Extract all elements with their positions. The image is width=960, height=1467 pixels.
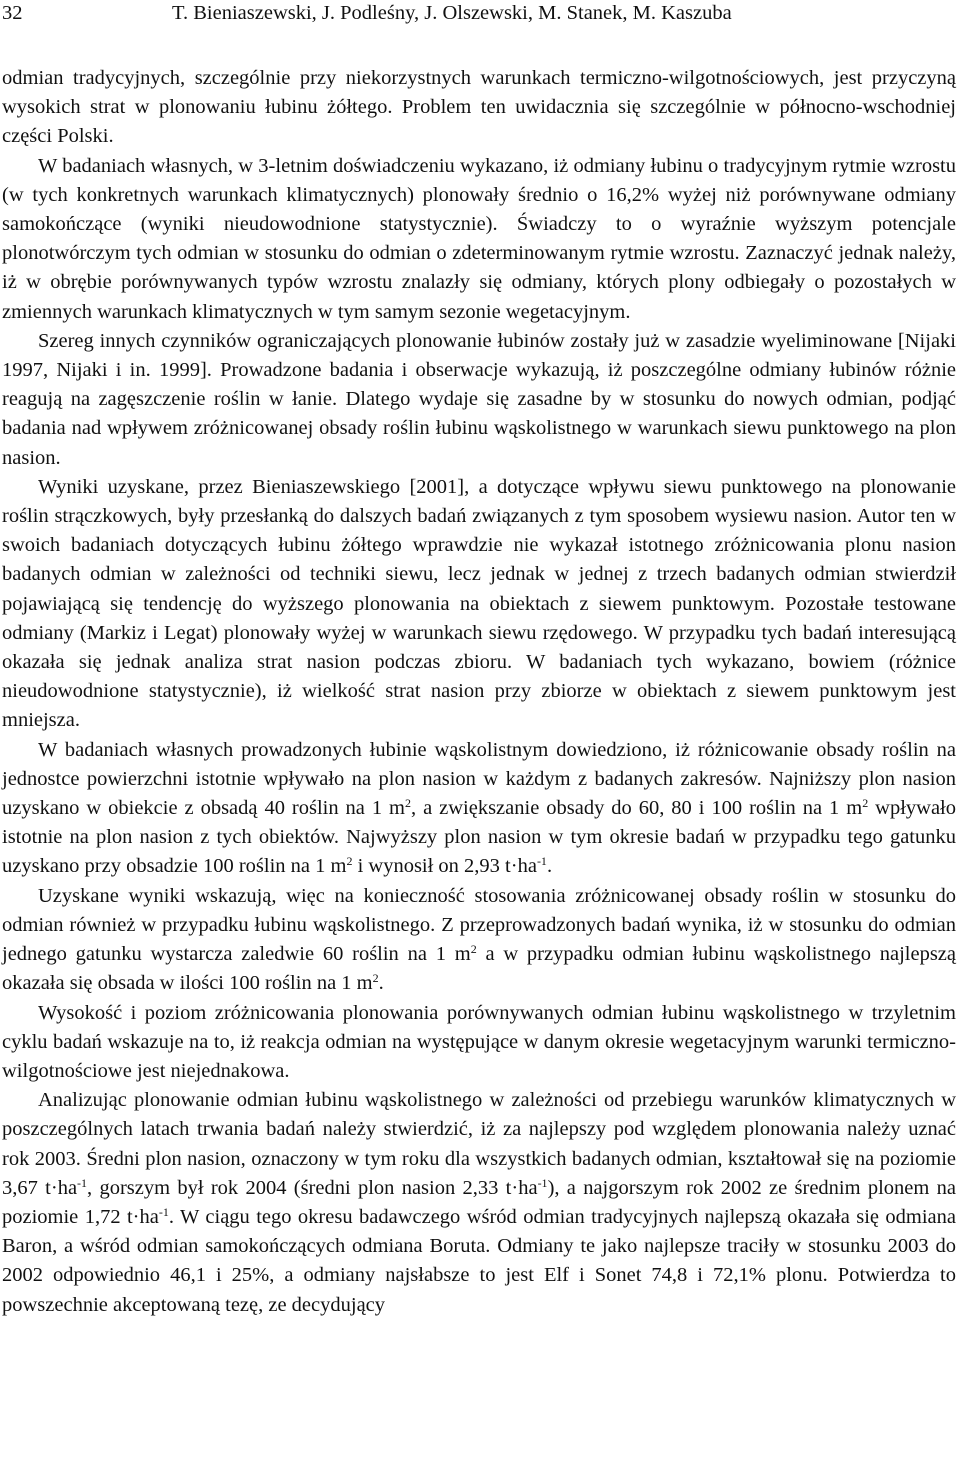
paragraph-5-text: i wynosił on 2,93 t·ha [352, 855, 537, 878]
paragraph-3: Szereg innych czynników ograniczających plonowanie łubinów zostały już w zasadzie wyeliminowane [Nijaki 1997, Nijaki i in. 1999]. Prowadzone badania i obserwacje wykazują, iż poszczególne odmiany łubinów różnie reagują na zagęszczenie roślin w łanie. Dlatego wydaje się zasadne by w stosunku do nowych odmian, podjąć badania nad wpływem zróżnicowanej obsady roślin łubinu wąskolistnego w warunkach siewu punktowego na plon nasion. [2, 329, 956, 469]
paragraph-8-text: , gorszym był rok 2004 (średni plon nasion 2,33 t·ha [87, 1176, 538, 1199]
paragraph-6-text: a w przypadku odmian łubinu wąskolistnego najlepszą okazała się obsada w ilości 100 roślin na 1 m [2, 943, 956, 995]
page-number: 32 [2, 2, 23, 24]
body-text [2, 64, 956, 1320]
paragraph-6-text: Uzyskane wyniki wskazują, więc na konieczność stosowania zróżnicowanej obsady roślin w stosunku do odmian również w przypadku łubinu wąskolistnego. Z przeprowadzonych badań wynika, iż w stosunku do odmian jednego gatunku wystarcza zaledwie 60 roślin na 1 m [2, 884, 956, 966]
running-header-authors: T. Bieniaszewski, J. Podleśny, J. Olszewski, M. Stanek, M. Kaszuba [172, 2, 732, 24]
running-header [2, 0, 956, 26]
superscript: 2 [405, 796, 411, 811]
superscript: 2 [346, 854, 353, 869]
paragraph-7: Wysokość i poziom zróżnicowania plonowania porównywanych odmian łubinu wąskolistnego w trzyletnim cyklu badań wskazuje na to, iż reakcja odmian na występujące w danym okresie wegetacyjnym warunki termiczno-wilgotnościowe jest niejednakowa. [2, 1001, 956, 1082]
superscript: -1 [537, 1175, 548, 1190]
paragraph-2: W badaniach własnych, w 3-letnim doświadczeniu wykazano, iż odmiany łubinu o tradycyjnym rytmie wzrostu (w tych konkretnych warunkach klimatycznych) plonowały średnio o 16,2% wyżej niż porównywane odmiany samokończące (wyniki nieudowodnione statystycznie). Świadczy to o wyraźnie wyższym potencjale plonotwórczym tych odmian w stosunku do odmian o zdeterminowanym rytmie wzrostu. Zaznaczyć jednak należy, iż w obrębie porównywanych typów wzrostu znalazły się odmiany, których plony odbiegały o pozostałych w zmiennych warunkach klimatycznych w tym samym sezonie wegetacyjnym. [2, 154, 956, 323]
superscript: 2 [470, 942, 477, 957]
document-page [2, 0, 956, 1320]
superscript: -1 [158, 1204, 169, 1219]
paragraph-8-text: Analizując plonowanie odmian łubinu wąskolistnego w zależności od przebiegu warunków klimatycznych w poszczególnych latach trwania badań należy stwierdzić, iż za najlepszy pod względem plonowania należy uznać rok 2003. Średni plon nasion, oznaczony w tym roku dla wszystkich badanych odmian, kształtował się na poziomie 3,67 t·ha [2, 1089, 956, 1199]
paragraph-5-text: wpływało istotnie na plon nasion z tych obiektów. Najwyższy plon nasion w tym okresie badań w przypadku tego gatunku uzyskano przy obsadzie 100 roślin na 1 m [2, 797, 957, 878]
paragraph-5-text: . [546, 855, 553, 878]
paragraph-5-text: W badaniach własnych prowadzonych łubinie wąskolistnym dowiedziono, iż różnicowanie obsady roślin na jednostce powierzchni istotnie wpływało na plon nasion w każdym z badanych zakresów. Najniższy plon nasion uzyskano w obiekcie z obsadą 40 roślin na 1 m [2, 738, 956, 820]
paragraph-8 [2, 1086, 956, 1320]
paragraph-5 [2, 736, 956, 882]
paragraph-8-text: . W ciągu tego okresu badawczego wśród odmian tradycyjnych najlepszą okazała się odmiana Baron, a wśród odmian samokończących odmiana Boruta. Odmiany te jako najlepsze traciły w stosunku 2003 do 2002 odpowiednio 46,1 i 25%, a odmiany najsłabsze to jest Elf i Sonet 74,8 i 72,1% plonu. Potwierdza to powszechnie akceptowaną tezę, ze decydujący [2, 1205, 957, 1316]
paragraph-6 [2, 882, 956, 999]
superscript: -1 [77, 1175, 88, 1190]
paragraph-6-text: . [378, 972, 384, 995]
paragraph-1: odmian tradycyjnych, szczególnie przy niekorzystnych warunkach termiczno-wilgotnościowych, jest przyczyną wysokich strat w plonowaniu łubinu żółtego. Problem ten uwidacznia się szczególnie w północno-wschodniej części Polski. [2, 67, 956, 148]
paragraph-8-text: ), a najgorszym rok 2002 ze średnim plonem na poziomie 1,72 t·ha [2, 1176, 956, 1228]
paragraph-4: Wyniki uzyskane, przez Bieniaszewskiego [2001], a dotyczące wpływu siewu punktowego na plonowanie roślin strączkowych, były przesłanką do dalszych badań związanych z tym sposobem wysiewu nasion. Autor ten w swoich badaniach dotyczących łubinu żółtego wprawdzie nie wykazał istotnego zróżnicowania plonu nasion badanych odmian w zależności od techniki siewu, lecz jednak w jednej z trzech badanych odmian stwierdził pojawiającą się tendencję do wyższego plonowania na obiektach z siewem punktowym. Pozostałe testowane odmiany (Markiz i Legat) plonowały wyżej w warunkach siewu rzędowego. W przypadku tych badań interesującą okazała się jednak analiza strat nasion podczas zbioru. W badaniach tych wykazano, bowiem (różnice nieudowodnione statystycznie), iż wielkość strat nasion przy zbiorze w obiektach z siewem punktowym jest mniejsza. [2, 475, 956, 732]
superscript: -1 [536, 854, 547, 869]
paragraph-5-text: , a zwiększanie obsady do 60, 80 i 100 roślin na 1 m [411, 797, 863, 820]
superscript: 2 [862, 796, 869, 811]
superscript: 2 [372, 971, 379, 986]
